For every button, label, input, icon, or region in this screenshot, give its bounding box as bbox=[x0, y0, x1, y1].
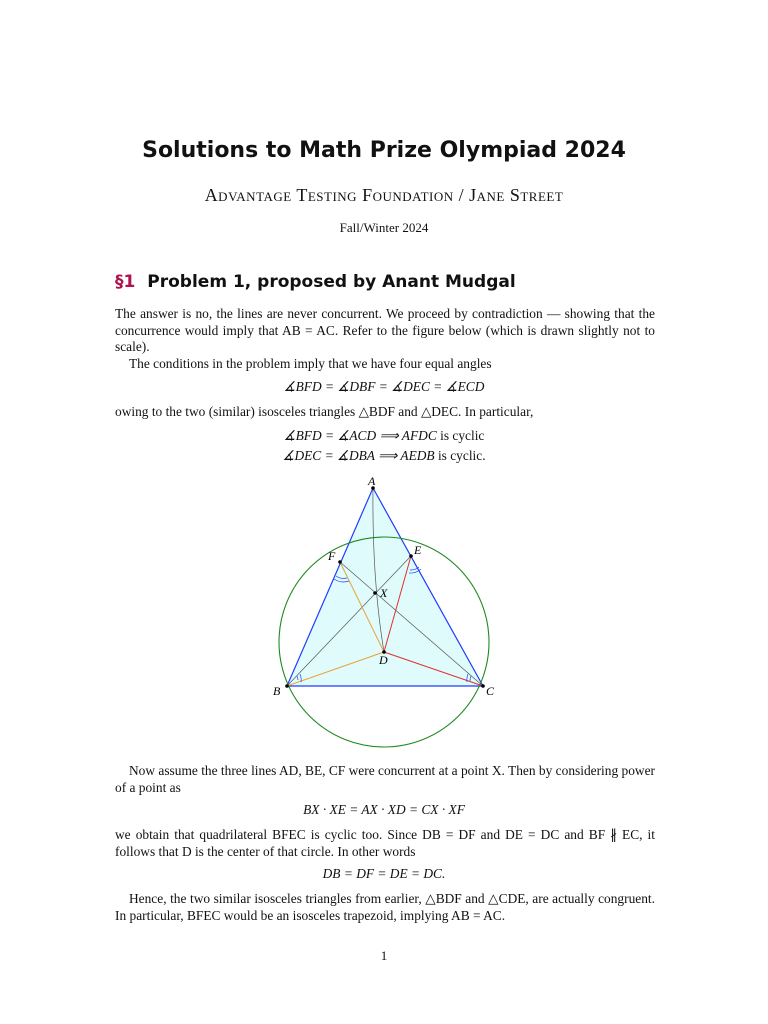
page-number: 1 bbox=[380, 948, 388, 963]
label-b: B bbox=[273, 684, 281, 698]
point-e bbox=[409, 554, 413, 558]
equation-3: BX · XE = AX · XD = CX · XF bbox=[303, 802, 465, 817]
equation-2b-math: ∡DEC = ∡DBA ⟹ AEDB bbox=[282, 448, 435, 463]
paragraph-1: The answer is no, the lines are never concurrent. We proceed by contradiction — showing that the concurrence would imply that AB = AC. Refer to the figure below (which is drawn slightly not to scale). bbox=[115, 306, 655, 354]
paper-subtitle: Advantage Testing Foundation / Jane Street bbox=[204, 185, 564, 205]
equation-2a bbox=[0, 428, 768, 444]
label-e: E bbox=[414, 543, 422, 557]
paragraph-2: The conditions in the problem imply that we have four equal angles bbox=[129, 356, 492, 371]
section-number: §1 bbox=[115, 272, 136, 292]
label-x: X bbox=[380, 586, 388, 600]
paragraph-6: Hence, the two similar isosceles triangles from earlier, △BDF and △CDE, are actually congruent. In particular, BFEC would be an isosceles trapezoid, implying AB = AC. bbox=[115, 891, 655, 923]
paragraph-3: owing to the two (similar) isosceles triangles △BDF and △DEC. In particular, bbox=[115, 404, 534, 419]
equation-1: ∡BFD = ∡DBF = ∡DEC = ∡ECD bbox=[283, 379, 485, 394]
point-c bbox=[481, 684, 485, 688]
point-f bbox=[338, 560, 342, 564]
section-title: Problem 1, proposed by Anant Mudgal bbox=[147, 272, 516, 292]
geometry-figure bbox=[255, 470, 515, 780]
equation-2a-text: is cyclic bbox=[436, 428, 485, 443]
paragraph-5: we obtain that quadrilateral BFEC is cyclic too. Since DB = DF and DE = DC and BF ∦ EC, it follows that D is the center of that circle. In other words bbox=[115, 827, 655, 859]
paper-date: Fall/Winter 2024 bbox=[339, 220, 429, 235]
equation-2a-math: ∡BFD = ∡ACD ⟹ AFDC bbox=[283, 428, 437, 443]
label-d: D bbox=[379, 653, 388, 667]
label-f: F bbox=[328, 549, 336, 563]
point-b bbox=[285, 684, 289, 688]
equation-2b-text: is cyclic. bbox=[434, 448, 486, 463]
section-heading bbox=[115, 272, 655, 292]
equation-4: DB = DF = DE = DC. bbox=[322, 866, 446, 881]
label-c: C bbox=[486, 684, 495, 698]
paragraph-4: Now assume the three lines AD, BE, CF were concurrent at a point X. Then by considering power of a point as bbox=[115, 763, 655, 795]
point-x bbox=[373, 591, 377, 595]
label-a: A bbox=[368, 474, 376, 488]
equation-2b bbox=[0, 448, 768, 464]
paper-title: Solutions to Math Prize Olympiad 2024 bbox=[142, 138, 626, 163]
